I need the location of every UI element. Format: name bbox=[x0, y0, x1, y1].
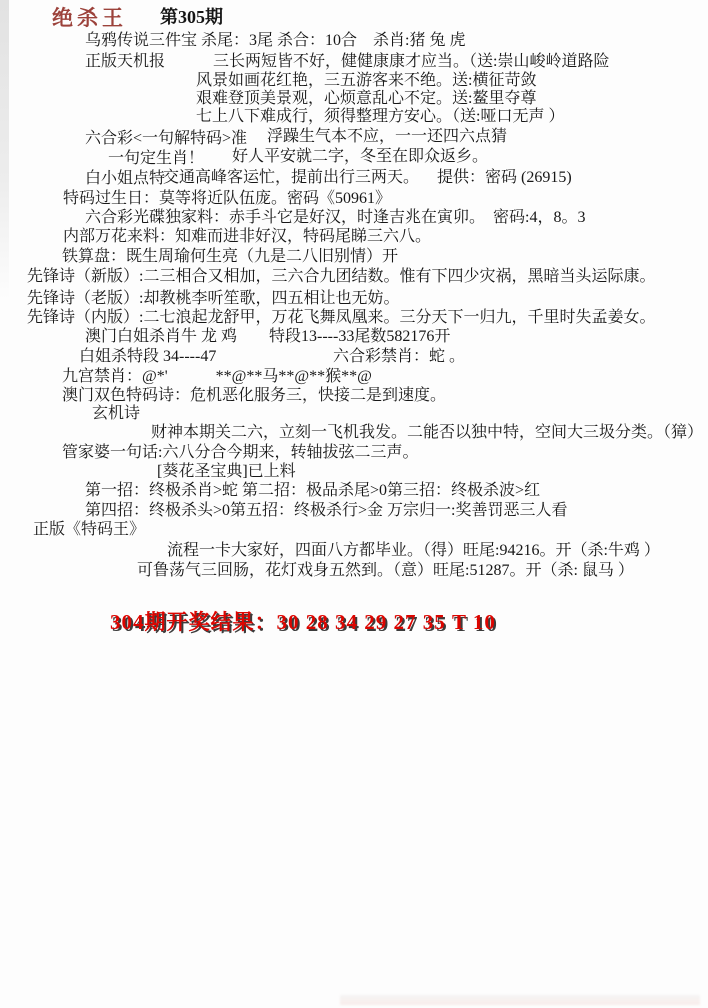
doc-line-xianfeng-inner: 先锋诗（内版）:二七浪起龙舒甲，万花飞舞凤凰来。三分天下一归九，千里时失孟姜女。 bbox=[27, 309, 656, 326]
doc-line-birthday: 特码过生日：莫等将近队伍庞。密码《50961》 bbox=[63, 190, 392, 207]
doc-line-neibu: 内部万花来料：知难而进非好汉，特码尾睇三六八。 bbox=[63, 228, 432, 245]
doc-line-jinxiao: 六合彩禁肖：蛇 。 bbox=[333, 348, 466, 365]
doc-line-shateduan: 白姐杀特段 34----47 bbox=[79, 348, 217, 365]
doc-line-xuanji-verse: 财神本期关二六，立刻一飞机我发。二能否以独中特，空间大三圾分类。（獐） bbox=[151, 424, 704, 441]
draw-result: 304期开奖结果：30 28 34 29 27 35 T 10 bbox=[110, 610, 496, 634]
doc-line-guangdie: 六合彩光碟独家料：赤手斗它是好汉，时逢吉兆在寅卯。 密码:4，8。3 bbox=[85, 209, 586, 226]
doc-line-liuhecai-verse: 浮躁生气本不应，一一还四六点猜 bbox=[267, 128, 508, 145]
doc-line-xianfeng-new: 先锋诗（新版）:二三相合又相加，三六合九团结数。惟有下四少灾祸，黑暗当头运际康。 bbox=[27, 268, 656, 285]
doc-line-shuangse: 澳门双色特码诗：危机恶化服务三，快接二是到速度。 bbox=[62, 387, 447, 404]
faded-print-artifact bbox=[340, 995, 700, 1005]
doc-line-kuihua-moves-2: 第四招：终极杀头>0第五招：终极杀行>金 万宗归一:奖善罚恶三人看 bbox=[85, 502, 568, 519]
doc-line-baixiaojie-verse: 交通高峰客运忙，提前出行三两天。 bbox=[163, 169, 420, 186]
doc-line-baixiaojie-label: 白小姐点特 bbox=[85, 170, 166, 187]
issue-number: 第305期 bbox=[160, 7, 223, 27]
doc-line-guanjiapo: 管家婆一句话:六八分合今期来，转轴拔弦二三声。 bbox=[62, 444, 419, 461]
doc-line-kuihua-moves-1: 第一招：终极杀肖>蛇 第二招：极品杀尾>0第三招：终极杀波>红 bbox=[85, 482, 541, 499]
doc-line-shengxiao-verse: 好人平安就二字，冬至在即众返乡。 bbox=[232, 148, 489, 165]
scan-edge-shade bbox=[0, 0, 9, 300]
doc-line-liuhecai-label: 六合彩<一句解特码>准 bbox=[85, 130, 248, 147]
doc-line-tianji-label: 正版天机报 bbox=[85, 53, 166, 70]
doc-line-temawang-label: 正版《特码王》 bbox=[33, 521, 146, 538]
doc-line-tianji-verse-4: 七上八下难成行，须得整理方安心。（送:哑口无声 ） bbox=[196, 108, 565, 125]
doc-line-tianji-verse-1: 三长两短皆不好，健健康康才应当。（送:崇山峻岭道路险 bbox=[213, 53, 610, 70]
page-title: 绝杀王 bbox=[52, 6, 127, 30]
doc-line-password-1: 提供：密码 (26915) bbox=[437, 169, 572, 186]
doc-line-jiugong: 九宫禁肖：@*' **@**马**@**猴**@ bbox=[62, 368, 372, 385]
doc-line-tianji-verse-2: 风景如画花红艳，三五游客来不绝。送:横征苛敛 bbox=[196, 72, 537, 89]
doc-line-xianfeng-old: 先锋诗（老版）:却教桃李听笙歌，四五相让也无妨。 bbox=[27, 290, 400, 307]
doc-line-temawang-verse-1: 流程一卡大家好，四面八方都毕业。（得）旺尾:94216。开（杀:牛鸡 ） bbox=[167, 542, 660, 559]
doc-line-tianji-verse-3: 艰难登顶美景观，心烦意乱心不定。送:鳌里夺尊 bbox=[196, 90, 537, 107]
doc-line-crow-treasures: 乌鸦传说三件宝 杀尾：3尾 杀合：10合 杀肖:猪 兔 虎 bbox=[85, 32, 466, 49]
doc-line-xuanji-label: 玄机诗 bbox=[92, 405, 141, 422]
doc-line-macau-shaxiao: 澳门白姐杀肖牛 龙 鸡 特段13----33尾数582176开 bbox=[85, 328, 451, 345]
doc-line-tiesuanpan: 铁算盘：既生周瑜何生亮（九是二八旧别情）开 bbox=[62, 248, 399, 265]
doc-line-kuihua-label: [葵花圣宝典]已上料 bbox=[157, 463, 296, 480]
doc-line-shengxiao-label: 一句定生肖！ bbox=[108, 150, 205, 167]
doc-line-temawang-verse-2: 可鲁荡气三回肠，花灯戏身五然到。（意）旺尾:51287。开（杀: 鼠马 ） bbox=[137, 562, 634, 579]
